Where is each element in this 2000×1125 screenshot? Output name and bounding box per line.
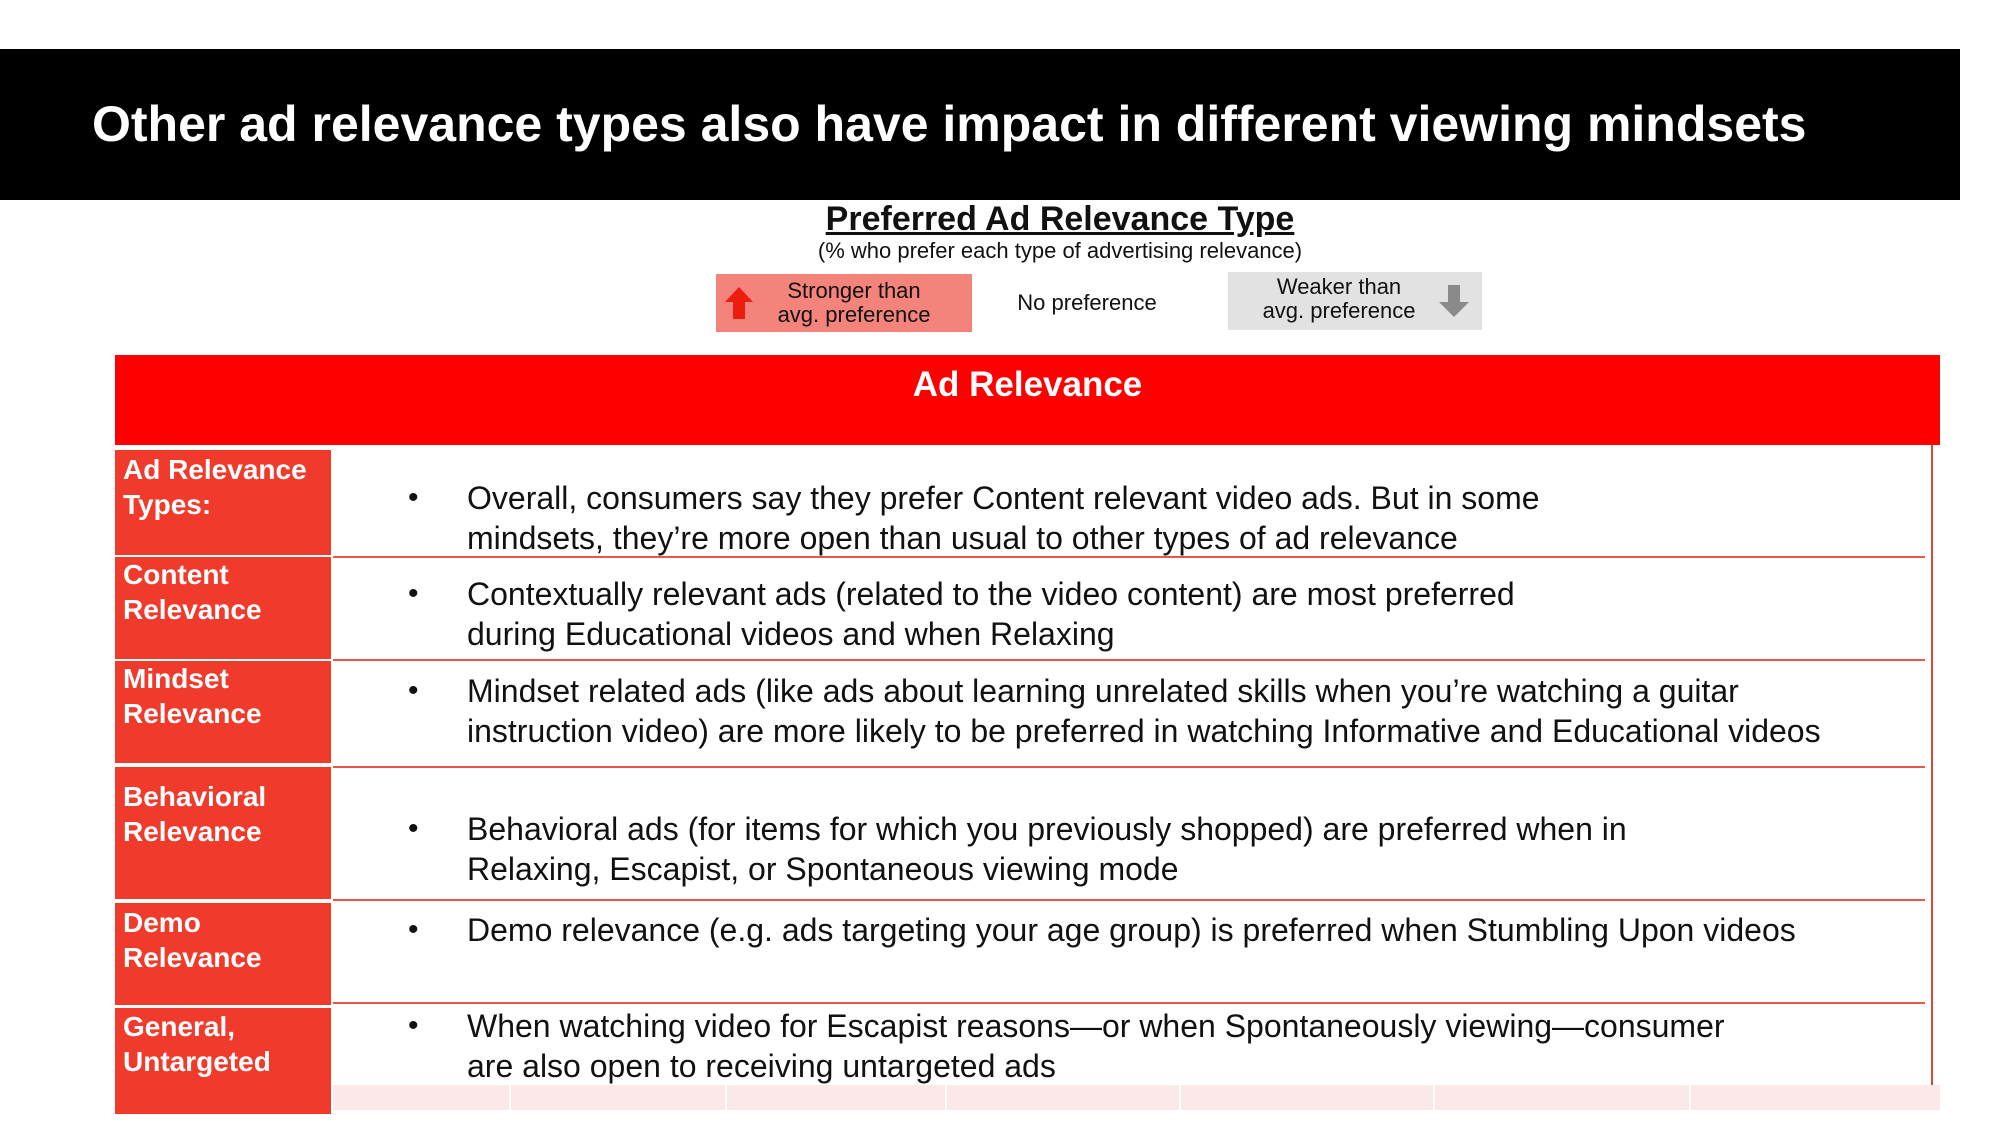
legend-weaker	[1228, 272, 1482, 330]
legend-stronger-label: Stronger than avg. preference	[777, 278, 931, 327]
row-label-demo-relevance: Demo Relevance	[115, 903, 331, 1005]
row-bullet: •	[408, 1009, 419, 1042]
table-header	[115, 355, 1940, 445]
row-divider	[333, 659, 1925, 661]
row-label-ad-relevance-types: Ad Relevance Types:	[115, 450, 331, 555]
row-label-content-relevance: Content Relevance	[115, 557, 331, 659]
row-text-overall: Overall, consumers say they prefer Content relevant video ads. But in some mindsets, they’re more open than usual to other types of ad relevance	[467, 480, 1540, 556]
row-bullet: •	[408, 481, 419, 514]
row-text-content: Contextually relevant ads (related to the video content) are most preferred during Educational videos and when Relaxing	[467, 576, 1515, 652]
row-text-demo: Demo relevance (e.g. ads targeting your age group) is preferred when Stumbling Upon videos	[467, 912, 1796, 948]
table-header-title: Ad Relevance	[912, 365, 1143, 404]
row-bullet: •	[408, 913, 419, 946]
row-bullet: •	[408, 674, 419, 707]
row-label-behavioral-relevance: Behavioral Relevance	[115, 767, 331, 899]
legend-no-preference-label: No preference	[1017, 290, 1157, 315]
row-bullet: •	[408, 812, 419, 845]
arrow-down-icon	[1438, 284, 1470, 318]
row-divider	[333, 766, 1925, 768]
chart-title: Preferred Ad Relevance Type	[825, 200, 1295, 238]
row-text-general: When watching video for Escapist reasons—or when Spontaneously viewing—consumer are also open to receiving untargeted ads	[467, 1008, 1725, 1084]
legend-no-preference	[972, 274, 1202, 332]
row-label-general-untargeted: General, Untargeted	[115, 1008, 331, 1114]
legend-stronger	[716, 274, 972, 332]
legend-weaker-label: Weaker than avg. preference	[1262, 274, 1416, 323]
chart-note: (% who prefer each type of advertising relevance)	[817, 238, 1303, 263]
row-bullet: •	[408, 577, 419, 610]
row-divider	[333, 899, 1925, 901]
row-divider	[333, 1002, 1925, 1004]
row-label-mindset-relevance: Mindset Relevance	[115, 661, 331, 763]
row-text-mindset: Mindset related ads (like ads about learning unrelated skills when you’re watching a guitar instruction video) are more likely to be preferred in watching Informative and Educational videos	[467, 673, 1821, 749]
row-text-behavioral: Behavioral ads (for items for which you previously shopped) are preferred when in Relaxing, Escapist, or Spontaneous viewing mode	[467, 811, 1627, 887]
row-divider	[333, 556, 1925, 558]
slide-title: Other ad relevance types also have impact in different viewing mindsets	[92, 96, 1807, 152]
table-footer-strip	[333, 1085, 1940, 1110]
